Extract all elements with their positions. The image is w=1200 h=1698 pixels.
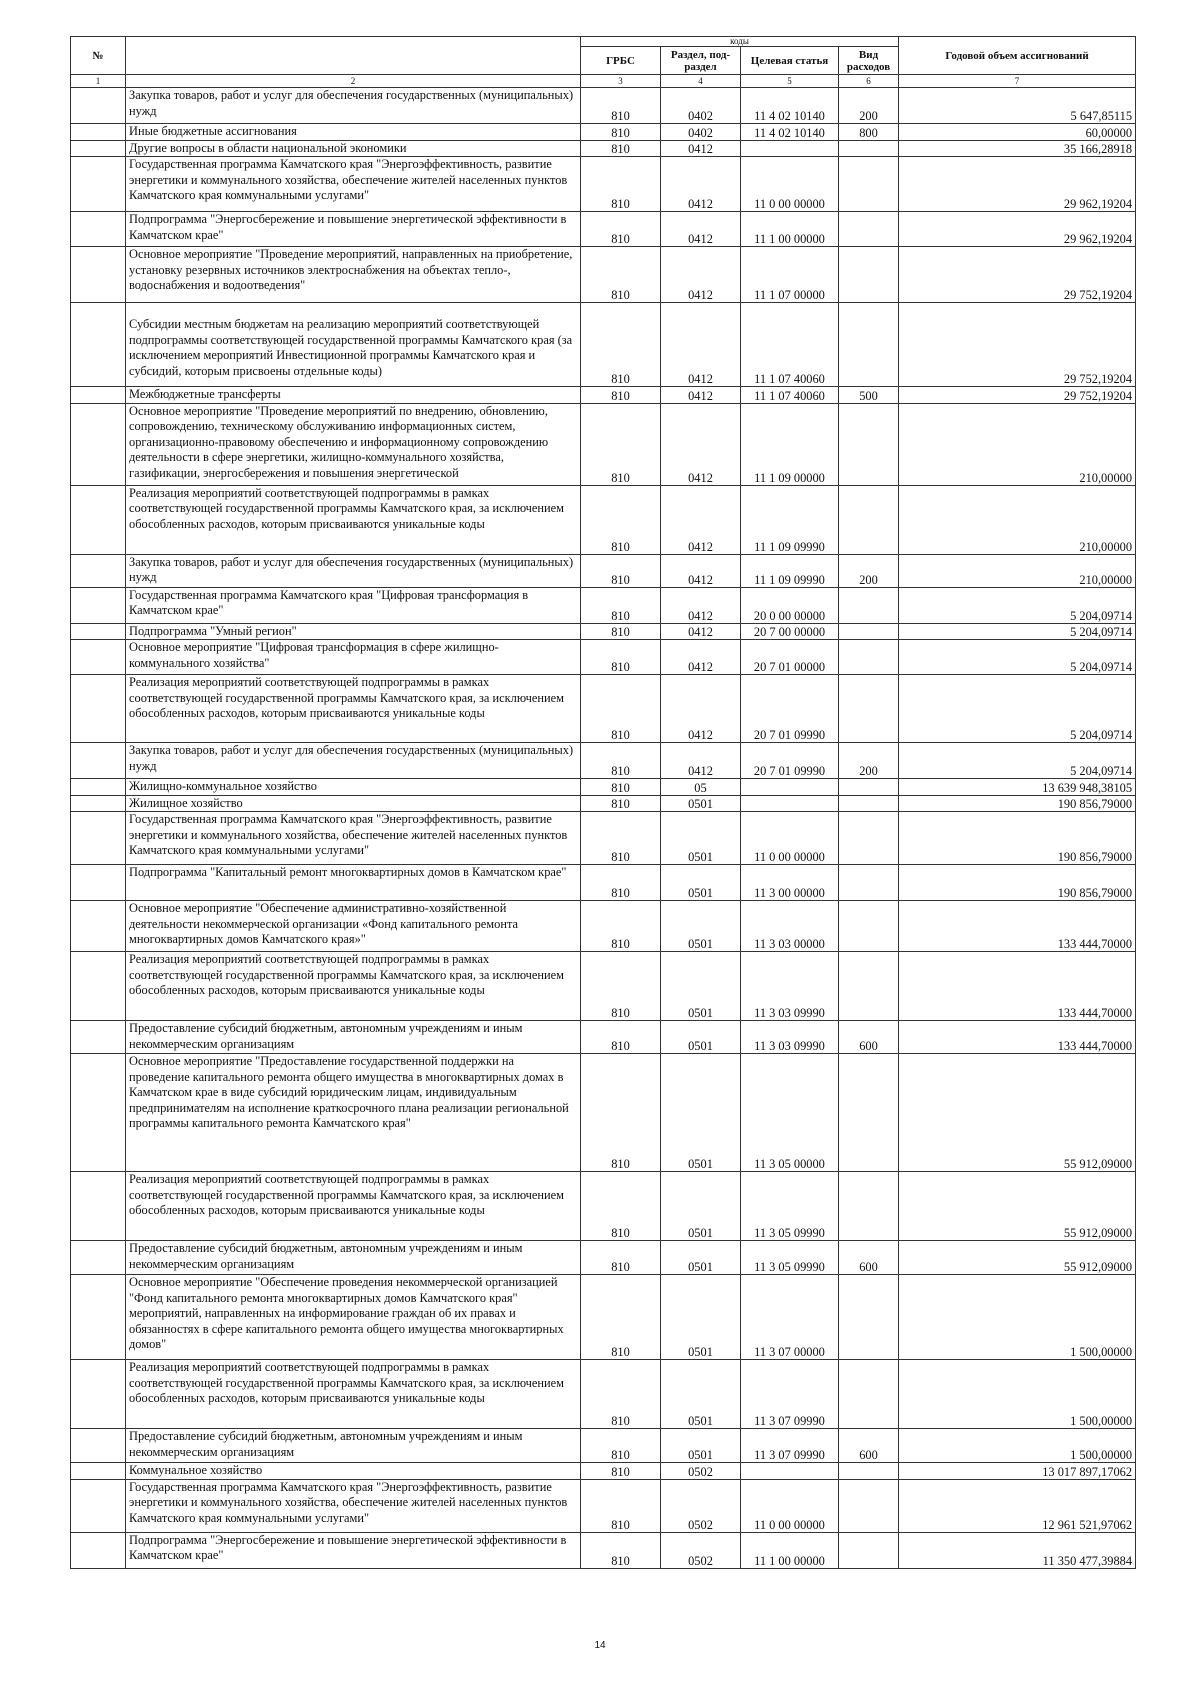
row-name: Основное мероприятие "Цифровая трансформация в сфере жилищно-коммунального хозяйства" [126,640,581,675]
row-expense-type [839,1172,899,1241]
row-razdel: 0412 [661,640,741,675]
row-expense-type: 200 [839,88,899,124]
row-amount: 5 204,09714 [899,623,1136,640]
row-razdel: 0402 [661,124,741,141]
row-name: Подпрограмма "Энергосбережение и повышение энергетической эффективности в Камчатском крае" [126,1532,581,1568]
row-expense-type [839,623,899,640]
row-target-article: 20 0 00 00000 [741,587,839,623]
row-name: Закупка товаров, работ и услуг для обеспечения государственных (муниципальных) нужд [126,88,581,124]
row-amount: 29 752,19204 [899,303,1136,387]
row-razdel: 05 [661,779,741,796]
row-amount: 210,00000 [899,485,1136,554]
row-name: Реализация мероприятий соответствующей подпрограммы в рамках соответствующей государственной программы Камчатского края, за исключением обособленных расходов, которым присваиваются уникальные коды [126,1172,581,1241]
row-expense-type: 800 [839,124,899,141]
row-name: Жилищное хозяйство [126,795,581,812]
row-razdel: 0501 [661,901,741,952]
row-amount: 29 962,19204 [899,157,1136,212]
row-number [71,403,126,485]
row-amount: 1 500,00000 [899,1275,1136,1360]
row-target-article [741,1463,839,1480]
row-grbs: 810 [581,1360,661,1429]
row-razdel: 0501 [661,1054,741,1172]
header-expense-type: Вид расходов [839,47,899,75]
row-target-article: 11 0 00 00000 [741,812,839,865]
header-index-cell: 6 [839,75,899,88]
row-grbs: 810 [581,901,661,952]
table-row [71,675,1136,743]
row-grbs: 810 [581,812,661,865]
row-number [71,795,126,812]
row-name: Подпрограмма "Капитальный ремонт многоквартирных домов в Камчатском крае" [126,865,581,901]
table-row [71,88,1136,124]
row-number [71,1532,126,1568]
row-amount: 29 962,19204 [899,212,1136,247]
header-index-cell: 2 [126,75,581,88]
table-row [71,587,1136,623]
row-target-article: 11 1 09 09990 [741,485,839,554]
row-target-article: 20 7 01 00000 [741,640,839,675]
row-razdel: 0501 [661,1241,741,1275]
row-amount: 55 912,09000 [899,1054,1136,1172]
row-expense-type [839,795,899,812]
row-target-article: 11 3 00 00000 [741,865,839,901]
row-amount: 133 444,70000 [899,1021,1136,1054]
row-expense-type [839,1463,899,1480]
row-name: Предоставление субсидий бюджетным, автономным учреждениям и иным некоммерческим организациям [126,1429,581,1463]
row-number [71,1172,126,1241]
row-grbs: 810 [581,1463,661,1480]
row-grbs: 810 [581,88,661,124]
row-grbs: 810 [581,1429,661,1463]
row-razdel: 0502 [661,1532,741,1568]
row-razdel: 0501 [661,1021,741,1054]
row-razdel: 0412 [661,157,741,212]
row-name: Основное мероприятие "Проведение мероприятий, направленных на приобретение, установку резервных источников электроснабжения на объектах тепло-, водоснабжения и водоотведения" [126,247,581,303]
row-razdel: 0412 [661,743,741,779]
row-target-article: 20 7 01 09990 [741,743,839,779]
row-name: Государственная программа Камчатского края "Энергоэффективность, развитие энергетики и коммунального хозяйства, обеспечение жителей населенных пунктов Камчатского края коммунальными услугами" [126,812,581,865]
row-grbs: 810 [581,140,661,157]
row-razdel: 0412 [661,675,741,743]
row-name: Подпрограмма "Умный регион" [126,623,581,640]
table-row [71,1275,1136,1360]
row-razdel: 0501 [661,1172,741,1241]
row-number [71,779,126,796]
row-target-article: 11 1 09 00000 [741,403,839,485]
row-grbs: 810 [581,795,661,812]
row-name: Реализация мероприятий соответствующей подпрограммы в рамках соответствующей государственной программы Камчатского края, за исключением обособленных расходов, которым присваиваются уникальные коды [126,485,581,554]
table-row [71,1479,1136,1532]
row-grbs: 810 [581,157,661,212]
row-name: Основное мероприятие "Обеспечение проведения некоммерческой организацией "Фонд капитального ремонта многоквартирных домов Камчатского края" мероприятий, направленных на информирование граждан об их правах и обязанностях в сфере капитального ремонта общего имущества многоквартирных домов" [126,1275,581,1360]
table-row [71,795,1136,812]
row-number [71,303,126,387]
row-name: Предоставление субсидий бюджетным, автономным учреждениям и иным некоммерческим организациям [126,1021,581,1054]
row-razdel: 0501 [661,1275,741,1360]
row-target-article [741,779,839,796]
row-razdel: 0501 [661,812,741,865]
row-amount: 190 856,79000 [899,865,1136,901]
row-razdel: 0412 [661,212,741,247]
row-amount: 11 350 477,39884 [899,1532,1136,1568]
row-grbs: 810 [581,952,661,1021]
row-grbs: 810 [581,554,661,587]
row-razdel: 0412 [661,303,741,387]
row-target-article: 11 0 00 00000 [741,1479,839,1532]
row-target-article: 11 3 05 09990 [741,1241,839,1275]
row-name: Межбюджетные трансферты [126,387,581,404]
row-name: Подпрограмма "Энергосбережение и повышение энергетической эффективности в Камчатском крае" [126,212,581,247]
row-target-article: 11 3 03 09990 [741,1021,839,1054]
row-grbs: 810 [581,640,661,675]
table-row [71,485,1136,554]
row-number [71,587,126,623]
row-number [71,1021,126,1054]
table-row [71,743,1136,779]
row-grbs: 810 [581,743,661,779]
row-amount: 1 500,00000 [899,1360,1136,1429]
table-row [71,140,1136,157]
header-name [126,37,581,75]
row-number [71,1275,126,1360]
row-expense-type [839,157,899,212]
row-grbs: 810 [581,303,661,387]
row-expense-type [839,812,899,865]
row-target-article: 11 3 03 00000 [741,901,839,952]
row-expense-type [839,212,899,247]
row-grbs: 810 [581,675,661,743]
row-razdel: 0412 [661,140,741,157]
table-row [71,554,1136,587]
row-expense-type: 200 [839,554,899,587]
row-razdel: 0412 [661,485,741,554]
table-row [71,1021,1136,1054]
row-name: Реализация мероприятий соответствующей подпрограммы в рамках соответствующей государственной программы Камчатского края, за исключением обособленных расходов, которым присваиваются уникальные коды [126,675,581,743]
table-row [71,1172,1136,1241]
row-grbs: 810 [581,623,661,640]
row-number [71,88,126,124]
row-amount: 133 444,70000 [899,901,1136,952]
table-row [71,640,1136,675]
table-row [71,779,1136,796]
row-expense-type [839,403,899,485]
row-target-article: 11 1 00 00000 [741,212,839,247]
row-number [71,247,126,303]
row-number [71,1479,126,1532]
header-razdel: Раздел, под-раздел [661,47,741,75]
header-annual-amount: Годовой объем ассигнований [899,37,1136,75]
row-expense-type: 600 [839,1241,899,1275]
row-grbs: 810 [581,212,661,247]
row-number [71,952,126,1021]
row-target-article: 20 7 00 00000 [741,623,839,640]
row-name: Государственная программа Камчатского края "Цифровая трансформация в Камчатском крае" [126,587,581,623]
budget-table [70,36,1136,1569]
row-grbs: 810 [581,1532,661,1568]
table-row [71,124,1136,141]
row-number [71,1429,126,1463]
row-target-article: 11 3 07 00000 [741,1275,839,1360]
header-index-cell: 5 [741,75,839,88]
row-number [71,212,126,247]
row-amount: 210,00000 [899,554,1136,587]
row-grbs: 810 [581,247,661,303]
row-razdel: 0402 [661,88,741,124]
row-grbs: 810 [581,124,661,141]
row-name: Основное мероприятие "Предоставление государственной поддержки на проведение капитального ремонта общего имущества в многоквартирных домах в Камчатском крае в виде субсидий юридическим лицам, индивидуальным предпринимателям на исполнение краткосрочного плана реализации региональной программы капитального ремонта Камчатского края" [126,1054,581,1172]
row-razdel: 0502 [661,1479,741,1532]
row-grbs: 810 [581,587,661,623]
row-target-article [741,140,839,157]
header-index-row [71,75,1136,88]
row-expense-type [839,1360,899,1429]
row-amount: 190 856,79000 [899,795,1136,812]
row-name: Субсидии местным бюджетам на реализацию мероприятий соответствующей подпрограммы соответствующей государственной программы Камчатского края (за исключением мероприятий Инвестиционной программы Камчатского края и субсидий, которым присвоены отдельные коды) [126,303,581,387]
row-number [71,1463,126,1480]
row-amount: 13 639 948,38105 [899,779,1136,796]
row-razdel: 0412 [661,387,741,404]
row-expense-type: 600 [839,1429,899,1463]
row-target-article [741,795,839,812]
row-target-article: 11 3 05 09990 [741,1172,839,1241]
row-number [71,623,126,640]
row-razdel: 0412 [661,247,741,303]
row-razdel: 0412 [661,403,741,485]
row-name: Закупка товаров, работ и услуг для обеспечения государственных (муниципальных) нужд [126,554,581,587]
table-row [71,157,1136,212]
row-amount: 190 856,79000 [899,812,1136,865]
row-number [71,554,126,587]
row-grbs: 810 [581,779,661,796]
row-razdel: 0501 [661,1360,741,1429]
row-amount: 1 500,00000 [899,1429,1136,1463]
row-name: Закупка товаров, работ и услуг для обеспечения государственных (муниципальных) нужд [126,743,581,779]
row-target-article: 11 3 03 09990 [741,952,839,1021]
row-expense-type: 500 [839,387,899,404]
row-name: Иные бюджетные ассигнования [126,124,581,141]
table-row [71,865,1136,901]
row-expense-type: 600 [839,1021,899,1054]
row-expense-type [839,485,899,554]
header-index-cell: 3 [581,75,661,88]
table-row [71,1360,1136,1429]
row-expense-type [839,675,899,743]
row-name: Реализация мероприятий соответствующей подпрограммы в рамках соответствующей государственной программы Камчатского края, за исключением обособленных расходов, которым присваиваются уникальные коды [126,952,581,1021]
row-number [71,387,126,404]
row-number [71,124,126,141]
row-number [71,157,126,212]
row-amount: 13 017 897,17062 [899,1463,1136,1480]
row-amount: 12 961 521,97062 [899,1479,1136,1532]
row-name: Основное мероприятие "Проведение мероприятий по внедрению, обновлению, сопровождению, техническому обслуживанию информационных систем, организационно-правовому обеспечению и информационному сопровождению деятельности в сфере энергетики, жилищно-коммунального хозяйства, газификации, энергосбережения и повышения энергетической [126,403,581,485]
row-amount: 210,00000 [899,403,1136,485]
row-amount: 60,00000 [899,124,1136,141]
row-target-article: 11 3 05 00000 [741,1054,839,1172]
table-row [71,901,1136,952]
row-grbs: 810 [581,1275,661,1360]
row-razdel: 0501 [661,795,741,812]
row-expense-type: 200 [839,743,899,779]
row-number [71,901,126,952]
row-target-article: 11 1 00 00000 [741,1532,839,1568]
row-razdel: 0501 [661,865,741,901]
table-row [71,212,1136,247]
row-number [71,812,126,865]
row-target-article: 11 0 00 00000 [741,157,839,212]
row-expense-type [839,1275,899,1360]
row-grbs: 810 [581,403,661,485]
row-target-article: 11 4 02 10140 [741,88,839,124]
table-body [71,88,1136,1569]
header-index-cell: 1 [71,75,126,88]
header-codes: коды [581,37,899,47]
row-expense-type [839,1479,899,1532]
header-target-article: Целевая статья [741,47,839,75]
row-target-article: 11 1 09 09990 [741,554,839,587]
row-name: Другие вопросы в области национальной экономики [126,140,581,157]
row-amount: 133 444,70000 [899,952,1136,1021]
row-target-article: 11 1 07 40060 [741,387,839,404]
row-target-article: 11 3 07 09990 [741,1429,839,1463]
table-row [71,1429,1136,1463]
row-amount: 29 752,19204 [899,387,1136,404]
row-razdel: 0412 [661,623,741,640]
row-name: Реализация мероприятий соответствующей подпрограммы в рамках соответствующей государственной программы Камчатского края, за исключением обособленных расходов, которым присваиваются уникальные коды [126,1360,581,1429]
row-target-article: 11 3 07 09990 [741,1360,839,1429]
row-number [71,865,126,901]
table-row [71,387,1136,404]
row-grbs: 810 [581,1479,661,1532]
row-name: Государственная программа Камчатского края "Энергоэффективность, развитие энергетики и коммунального хозяйства, обеспечение жителей населенных пунктов Камчатского края коммунальными услугами" [126,1479,581,1532]
row-expense-type [839,303,899,387]
row-expense-type [839,901,899,952]
row-number [71,743,126,779]
row-name: Коммунальное хозяйство [126,1463,581,1480]
row-grbs: 810 [581,485,661,554]
row-grbs: 810 [581,1021,661,1054]
header-index-cell: 4 [661,75,741,88]
table-row [71,303,1136,387]
table-row [71,952,1136,1021]
table-row [71,812,1136,865]
row-amount: 55 912,09000 [899,1241,1136,1275]
table-row [71,247,1136,303]
row-amount: 5 204,09714 [899,587,1136,623]
row-name: Предоставление субсидий бюджетным, автономным учреждениям и иным некоммерческим организациям [126,1241,581,1275]
row-expense-type [839,587,899,623]
table-row [71,1532,1136,1568]
row-grbs: 810 [581,1054,661,1172]
table-row [71,1241,1136,1275]
row-amount: 5 204,09714 [899,640,1136,675]
row-target-article: 11 1 07 00000 [741,247,839,303]
row-expense-type [839,952,899,1021]
row-expense-type [839,247,899,303]
row-number [71,1054,126,1172]
row-target-article: 11 4 02 10140 [741,124,839,141]
row-grbs: 810 [581,865,661,901]
row-expense-type [839,1532,899,1568]
row-razdel: 0412 [661,587,741,623]
row-expense-type [839,865,899,901]
row-target-article: 11 1 07 40060 [741,303,839,387]
row-grbs: 810 [581,1241,661,1275]
table-row [71,403,1136,485]
header-index-cell: 7 [899,75,1136,88]
page-number: 14 [594,1640,606,1651]
row-razdel: 0501 [661,952,741,1021]
row-number [71,140,126,157]
row-name: Государственная программа Камчатского края "Энергоэффективность, развитие энергетики и коммунального хозяйства, обеспечение жителей населенных пунктов Камчатского края коммунальными услугами" [126,157,581,212]
table-row [71,1463,1136,1480]
header-number: № [71,37,126,75]
row-name: Жилищно-коммунальное хозяйство [126,779,581,796]
row-razdel: 0412 [661,554,741,587]
row-target-article: 20 7 01 09990 [741,675,839,743]
row-razdel: 0501 [661,1429,741,1463]
row-expense-type [839,779,899,796]
row-amount: 29 752,19204 [899,247,1136,303]
table-row [71,1054,1136,1172]
row-expense-type [839,140,899,157]
row-amount: 35 166,28918 [899,140,1136,157]
row-amount: 55 912,09000 [899,1172,1136,1241]
row-amount: 5 204,09714 [899,743,1136,779]
row-amount: 5 647,85115 [899,88,1136,124]
row-grbs: 810 [581,1172,661,1241]
row-razdel: 0502 [661,1463,741,1480]
table-header [71,37,1136,88]
row-number [71,640,126,675]
row-grbs: 810 [581,387,661,404]
row-name: Основное мероприятие "Обеспечение административно-хозяйственной деятельности некоммерческой организации «Фонд капитального ремонта многоквартирных домов Камчатского края»" [126,901,581,952]
row-number [71,1360,126,1429]
table-row [71,623,1136,640]
row-amount: 5 204,09714 [899,675,1136,743]
row-number [71,485,126,554]
row-expense-type [839,640,899,675]
row-number [71,675,126,743]
row-number [71,1241,126,1275]
header-grbs: ГРБС [581,47,661,75]
row-expense-type [839,1054,899,1172]
